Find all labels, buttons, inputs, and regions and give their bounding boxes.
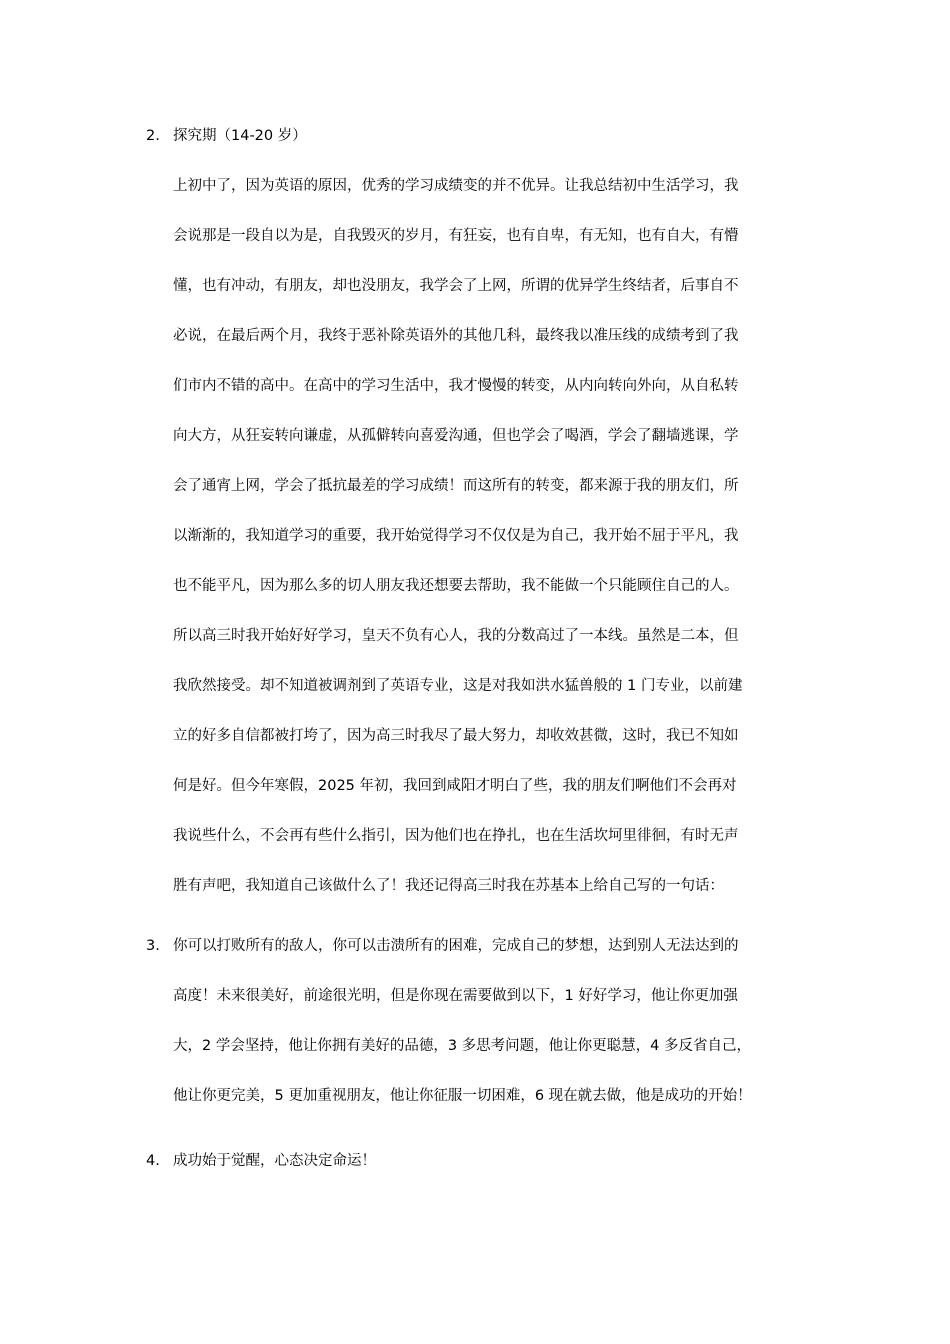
list-number: 3.: [146, 938, 160, 954]
list-number: 4.: [146, 1153, 160, 1169]
paragraph-line: 会了通宵上网，学会了抵抗最差的学习成绩！而这所有的转变，都来源于我的朋友们，所: [173, 478, 739, 494]
paragraph-line: 懂，也有冲动，有朋友，却也没朋友，我学会了上网，所谓的优异学生终结者，后事自不: [173, 278, 739, 294]
paragraph-line: 上初中了，因为英语的原因，优秀的学习成绩变的并不优异。让我总结初中生活学习，我: [173, 178, 739, 194]
paragraph-line: 大，2 学会坚持，他让你拥有美好的品德，3 多思考问题，他让你更聪慧，4 多反省自己，: [173, 1038, 751, 1054]
paragraph-line: 我说些什么，不会再有些什么指引，因为他们也在挣扎，也在生活坎坷里徘徊，有时无声: [173, 828, 739, 844]
paragraph-line: 会说那是一段自以为是，自我毁灭的岁月，有狂妄，也有自卑，有无知，也有自大，有懵: [173, 228, 739, 244]
paragraph-line: 也不能平凡，因为那么多的切人朋友我还想要去帮助，我不能做一个只能顾住自己的人。: [173, 578, 739, 594]
paragraph-line: 成功始于觉醒，心态决定命运！: [173, 1153, 376, 1169]
heading-line: 探究期（14-20 岁）: [173, 128, 307, 144]
paragraph-line: 高度！未来很美好，前途很光明，但是你现在需要做到以下，1 好好学习，他让你更加强: [173, 988, 738, 1004]
paragraph-line: 我欣然接受。却不知道被调剂到了英语专业，这是对我如洪水猛兽般的 1 门专业，以前建: [173, 678, 743, 694]
paragraph-line: 胜有声吧，我知道自己该做什么了！我还记得高三时我在苏基本上给自己写的一句话：: [173, 878, 724, 894]
paragraph-line: 何是好。但今年寒假，2025 年初，我回到咸阳才明白了些，我的朋友们啊他们不会再对: [173, 778, 737, 794]
list-number: 2.: [146, 128, 160, 144]
paragraph-line: 必说，在最后两个月，我终于恶补除英语外的其他几科，最终我以准压线的成绩考到了我: [173, 328, 739, 344]
paragraph-line: 们市内不错的高中。在高中的学习生活中，我才慢慢的转变，从内向转向外向，从自私转: [173, 378, 739, 394]
paragraph-line: 立的好多自信都被打垮了，因为高三时我尽了最大努力，却收效甚微，这时，我已不知如: [173, 728, 739, 744]
paragraph-line: 以渐渐的，我知道学习的重要，我开始觉得学习不仅仅是为自己，我开始不屈于平凡，我: [173, 528, 739, 544]
paragraph-line: 向大方，从狂妄转向谦虚，从孤僻转向喜爱沟通，但也学会了喝酒，学会了翻墙逃课，学: [173, 428, 739, 444]
paragraph-line: 你可以打败所有的敌人，你可以击溃所有的困难，完成自己的梦想，达到别人无法达到的: [173, 938, 739, 954]
paragraph-line: 他让你更完美，5 更加重视朋友，他让你征服一切困难，6 现在就去做，他是成功的开始！: [173, 1088, 752, 1104]
paragraph-line: 所以高三时我开始好好学习，皇天不负有心人，我的分数高过了一本线。虽然是二本，但: [173, 628, 739, 644]
